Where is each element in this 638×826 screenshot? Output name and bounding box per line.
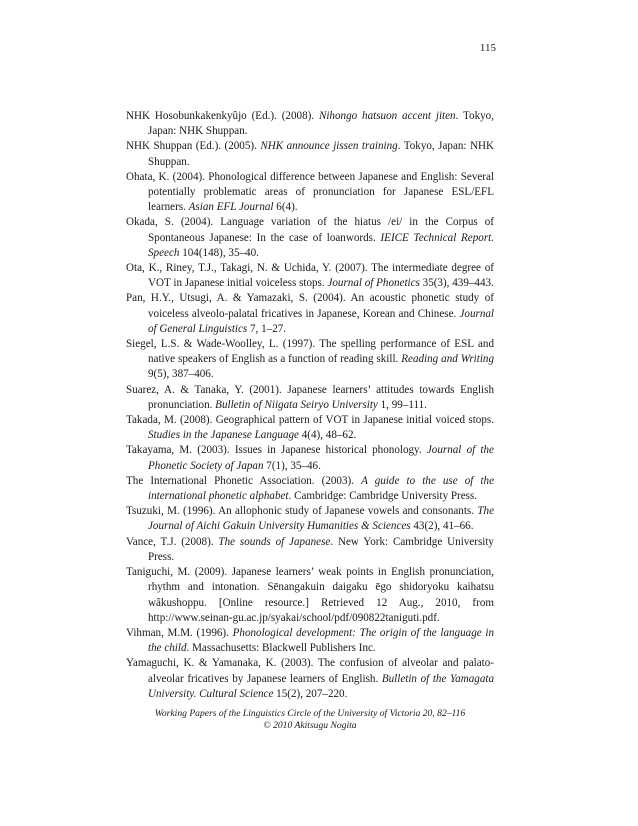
ref-title: Nihongo hatsuon accent jiten (318, 110, 456, 122)
ref-text: Siegel, L.S. & Wade-Woolley, L. (1997). The spelling performance of ESL and native speakers of English as a function of reading skill. (126, 338, 494, 366)
reference-entry (126, 139, 494, 169)
page-footer (126, 708, 494, 732)
reference-list (126, 109, 494, 702)
ref-text: NHK Shuppan (Ed.). (2005). (126, 140, 261, 153)
reference-entry (126, 261, 494, 291)
ref-title: Studies in the Japanese Language (148, 429, 299, 442)
reference-entry (126, 443, 494, 473)
ref-details: . Massachusetts: Blackwell Publishers Inc. (186, 642, 376, 655)
ref-text: Suarez, A. & Tanaka, Y. (2001). Japanese learners’ attitudes towards English pronunciation. (126, 383, 494, 411)
ref-text: Yamaguchi, K. & Yamanaka, K. (2003). The confusion of alveolar and palato-alveolar fricatives by Japanese learners of English. (126, 657, 494, 685)
footer-journal-title: Working Papers of the Linguistics Circle of the University of Victoria (154, 708, 421, 719)
ref-title: Journal of General Linguistics (148, 307, 494, 335)
ref-text: Taniguchi, M. (2009). Japanese learners’ weak points in English pronunciation, rhythm and intonation. Sēnangakuin daigaku ēgo shidoryoku kaihatsu wâkushoppu. [Online resource.] Retrieved 12 Aug., 2010, from http://www.seinan-gu.ac.jp/syakai/school/pdf/090822taniguti.pdf. (126, 566, 494, 624)
ref-details: . Cambridge: Cambridge University Press. (288, 490, 478, 503)
ref-text: Okada, S. (2004). Language variation of the hiatus /ei/ in the Corpus of Spontaneous Japanese: In the case of loanwords. (126, 216, 494, 244)
ref-text: NHK Hosobunkakenkyûjo (Ed.). (2008). (126, 110, 319, 122)
footer-copyright: © 2010 Akitsugu Nogita (263, 720, 357, 731)
reference-entry (126, 170, 494, 216)
ref-details: . Tokyo, Japan: NHK Shuppan. (148, 110, 495, 138)
ref-text: Tsuzuki, M. (1996). An allophonic study of Japanese vowels and consonants. (126, 505, 478, 518)
ref-details: 35(3), 439–443. (419, 277, 494, 290)
reference-entry (126, 504, 494, 534)
ref-details: 7(1), 35–46. (263, 459, 321, 472)
reference-entry (126, 291, 494, 337)
ref-title: IEICE Technical Report. Speech (148, 231, 494, 259)
ref-details: 1, 99–111. (377, 398, 427, 411)
ref-text: Vance, T.J. (2008). (126, 535, 219, 548)
reference-entry (126, 474, 494, 504)
ref-details: 43(2), 41–66. (410, 520, 474, 533)
ref-title: The Journal of Aichi Gakuin University Humanities & Sciences (148, 505, 494, 533)
ref-details: 15(2), 207–220. (273, 687, 348, 700)
ref-title: Asian EFL Journal (188, 201, 274, 214)
ref-text: Vihman, M.M. (1996). (126, 626, 233, 639)
ref-details: 6(4). (273, 201, 298, 214)
ref-title: Journal of the Phonetic Society of Japan (148, 444, 494, 472)
ref-text: Takada, M. (2008). Geographical pattern of VOT in Japanese initial voiced stops. (126, 414, 494, 427)
ref-title: Reading and Writing (401, 353, 495, 366)
ref-details: 4(4), 48–62. (298, 429, 357, 442)
ref-text: The International Phonetic Association. (2003). (126, 474, 362, 487)
ref-title: A guide to the use of the international phonetic alphabet (148, 474, 495, 503)
ref-title: NHK announce jissen training (260, 140, 398, 153)
reference-entry (126, 337, 494, 383)
reference-entry (126, 656, 494, 702)
footer-volume-pages: 20, 82–116 (420, 708, 466, 719)
reference-entry (126, 383, 494, 413)
ref-title: Journal of Phonetics (327, 277, 420, 290)
ref-title: The sounds of Japanese (218, 535, 331, 548)
ref-title: Bulletin of Niigata Seiryo University (215, 398, 378, 411)
reference-entry (126, 215, 494, 261)
reference-entry (126, 626, 494, 656)
ref-text: Pan, H.Y., Utsugi, A. & Yamazaki, S. (2004). An acoustic phonetic study of voiceless alveolo-palatal fricatives in Japanese, Korean and Chinese. (126, 292, 494, 320)
ref-text: Ota, K., Riney, T.J., Takagi, N. & Uchida, Y. (2007). The intermediate degree of VOT in Japanese initial voiceless stops. (126, 262, 494, 290)
page-number: 115 (479, 42, 496, 54)
ref-details: 7, 1–27. (247, 322, 287, 335)
ref-title: Phonological development: The origin of the language in the child (148, 626, 495, 655)
reference-entry (126, 565, 494, 626)
ref-text: Ohata, K. (2004). Phonological difference between Japanese and English: Several potentially problematic areas of pronunciation for Japanese ESL/EFL learners. (126, 170, 494, 214)
ref-text: Takayama, M. (2003). Issues in Japanese historical phonology. (126, 444, 427, 457)
ref-details: . New York: Cambridge University Press. (148, 535, 494, 563)
ref-details: 9(5), 387–406. (148, 368, 214, 381)
ref-title: Bulletin of the Yamagata University. Cultural Science (148, 672, 494, 700)
reference-entry (126, 535, 494, 565)
reference-entry (126, 109, 494, 139)
reference-entry (126, 413, 494, 443)
footer-citation (126, 708, 494, 720)
ref-details: . Tokyo, Japan: NHK Shuppan. (148, 140, 494, 168)
ref-details: 104(148), 35–40. (179, 246, 259, 259)
